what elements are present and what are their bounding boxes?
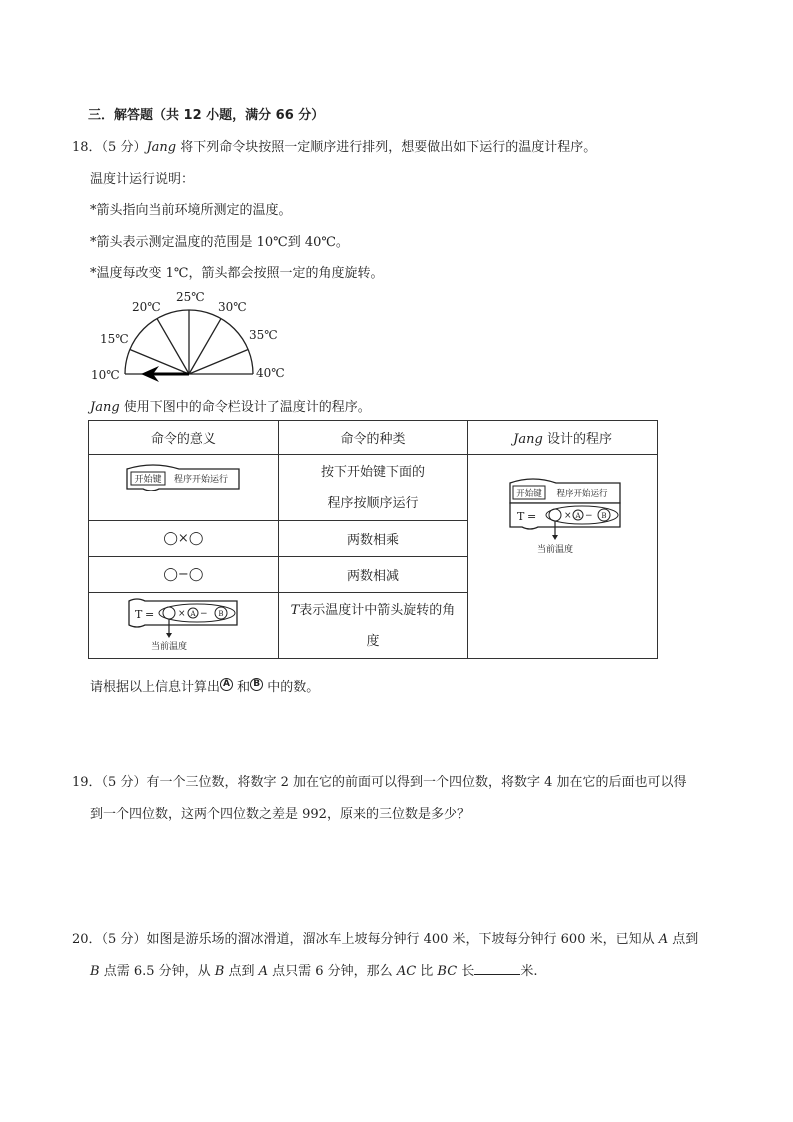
gauge-label: 40℃ xyxy=(256,366,285,380)
start-key-label: 开始键 xyxy=(515,489,542,499)
gauge-tick-20 xyxy=(157,319,189,374)
start-block xyxy=(123,461,243,491)
gauge-label: 20℃ xyxy=(132,300,161,314)
gauge-label: 10℃ xyxy=(91,368,120,382)
header-cell xyxy=(468,421,658,455)
gauge-label: 25℃ xyxy=(176,290,205,304)
formula-times: × xyxy=(178,608,186,619)
gauge-label: 30℃ xyxy=(218,300,247,314)
answer-blank[interactable] xyxy=(474,962,520,975)
gauge-tick-30 xyxy=(189,319,221,374)
q18-bullet: *温度每改变 1℃，箭头都会按照一定的角度旋转。 xyxy=(90,266,384,281)
header-name: Jang xyxy=(513,432,543,447)
row4-desc-text: 表示温度计中箭头旋转的角 xyxy=(299,602,456,618)
formula-eq: = xyxy=(145,607,155,621)
q18-desc-title: 温度计运行说明： xyxy=(90,172,195,187)
start-key-label: 开始键 xyxy=(134,475,162,485)
formula-A: A xyxy=(575,512,581,520)
q20-line2 xyxy=(90,960,537,979)
q18-table-intro-text: 使用下图中的命令栏设计了温度计的程序。 xyxy=(119,400,371,415)
row1-desc xyxy=(278,455,467,521)
point-A: A xyxy=(658,932,669,947)
formula-minus: − xyxy=(584,511,593,521)
ask-text: 中的数。 xyxy=(263,680,320,695)
ask-text: 和 xyxy=(233,680,251,695)
gauge-tick-35 xyxy=(189,350,248,375)
point-B: B xyxy=(90,964,100,979)
q20-text: 点到 xyxy=(224,964,259,979)
row1-desc-line: 程序按顺序运行 xyxy=(327,495,419,511)
table-header-row xyxy=(89,421,658,455)
q18-name: Jang xyxy=(90,400,120,415)
formula-times: × xyxy=(563,511,572,521)
formula-B: B xyxy=(601,512,607,520)
formula-T: T xyxy=(516,510,524,523)
q19-line1: 19．（5 分）有一个三位数，将数字 2 加在它的前面可以得到一个四位数，将数字 4 加在它的后面也可以得 xyxy=(72,775,687,790)
q20-text: 点只需 6 分钟，那么 xyxy=(268,964,397,979)
q19-line2: 到一个四位数，这两个四位数之差是 992，原来的三位数是多少？ xyxy=(90,807,470,822)
q20-text: 米. xyxy=(520,964,538,979)
q20-text: 比 xyxy=(416,964,438,979)
circled-B: B xyxy=(250,678,263,691)
q18-table-intro xyxy=(90,396,371,415)
command-table xyxy=(88,420,658,659)
q20-line1 xyxy=(72,928,698,947)
point-A: A xyxy=(258,964,268,979)
ask-text: 请根据以上信息计算出 xyxy=(90,680,221,695)
q20-text: 点到 xyxy=(668,932,699,947)
q18-bullet: *箭头指向当前环境所测定的温度。 xyxy=(90,203,292,218)
q18-intro xyxy=(72,136,596,155)
header-text: 设计的程序 xyxy=(546,432,612,447)
row4-var: T xyxy=(290,602,300,618)
q20-text: 点需 6.5 分钟，从 xyxy=(99,964,215,979)
start-block-cell xyxy=(89,455,279,521)
q20-text: 长 xyxy=(457,964,475,979)
circled-A: A xyxy=(220,678,233,691)
row4-desc-line: 度 xyxy=(366,633,380,649)
formula-A: A xyxy=(190,609,196,618)
jang-program xyxy=(498,473,628,563)
header-cell: 命令的种类 xyxy=(278,421,467,455)
row4-desc xyxy=(278,593,467,659)
formula-minus: − xyxy=(200,608,208,619)
segment-AC: AC xyxy=(396,964,417,979)
q18-bullet: *箭头表示测定温度的范围是 10℃到 40℃。 xyxy=(90,235,349,250)
row3-desc: 两数相减 xyxy=(278,557,467,593)
thermometer-gauge xyxy=(85,284,305,384)
start-block-text: 程序开始运行 xyxy=(556,489,608,499)
formula-eq: = xyxy=(526,510,536,523)
formula-T: T xyxy=(135,607,143,621)
row1-desc-line: 按下开始键下面的 xyxy=(320,464,425,480)
row2-desc: 两数相乘 xyxy=(278,521,467,557)
mult-symbol: ◯×◯ xyxy=(89,521,279,557)
table-row xyxy=(89,455,658,521)
point-B: B xyxy=(214,964,225,979)
segment-BC: BC xyxy=(437,964,458,979)
formula-block-cell xyxy=(89,593,279,659)
q18-number: 18．（5 分） xyxy=(72,140,147,155)
start-block-text: 程序开始运行 xyxy=(174,475,229,485)
q18-name: Jang xyxy=(146,140,177,155)
formula-block xyxy=(123,595,243,653)
q18-intro-text: 将下列命令块按照一定顺序进行排列，想要做出如下运行的温度计程序。 xyxy=(176,140,597,155)
q20-text: 20．（5 分）如图是游乐场的溜冰滑道，溜冰车上坡每分钟行 400 米，下坡每分钟行 600 米，已知从 xyxy=(72,932,659,947)
jang-program-cell xyxy=(468,455,658,659)
current-temp-label: 当前温度 xyxy=(536,545,573,555)
formula-B: B xyxy=(218,609,224,618)
row4-desc-line xyxy=(279,595,467,626)
q18-ask xyxy=(90,676,319,695)
gauge-label: 15℃ xyxy=(100,332,129,346)
gauge-tick-15 xyxy=(130,350,189,375)
section-title: 三．解答题（共 12 小题，满分 66 分） xyxy=(88,108,325,123)
current-temp-label: 当前温度 xyxy=(151,641,188,652)
header-cell: 命令的意义 xyxy=(89,421,279,455)
sub-symbol: ◯−◯ xyxy=(89,557,279,593)
gauge-label: 35℃ xyxy=(249,328,278,342)
